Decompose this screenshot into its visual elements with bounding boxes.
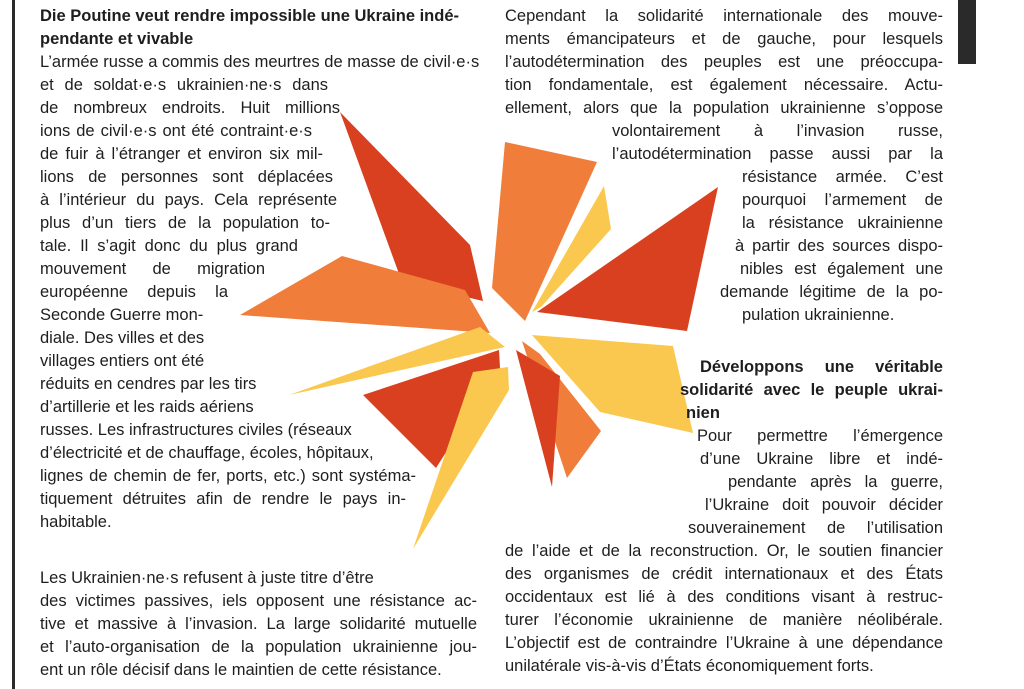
left-p1-line: villages entiers ont été — [40, 352, 205, 370]
right-p1-line: pulation ukrainienne. — [742, 306, 895, 324]
left-p1-line: d’électricité et de chauffage, écoles, hôpitaux, — [40, 444, 374, 462]
left-p2-line: tive et massive à l’invasion. La large solidarité mutuelle — [40, 615, 477, 633]
right-p2-line: Pour permettre l’émergence — [697, 427, 943, 445]
right-p2-line: d’une Ukraine libre et indé- — [700, 450, 943, 468]
left-heading-line-2: pendante et vivable — [40, 30, 194, 48]
right-p1-line: ments émancipateurs et de gauche, pour lesquels — [505, 30, 943, 48]
right-p1-line: résistance armée. C’est — [742, 168, 943, 186]
left-column-rule — [12, 0, 15, 689]
right-p2-line: L’objectif est de contraindre l’Ukraine à une dépendance — [505, 634, 943, 652]
left-p1-line: de nombreux endroits. Huit millions — [40, 99, 340, 117]
right-p1-line: ellement, alors que la population ukrainienne s’oppose — [505, 99, 943, 117]
right-p2-line: l’Ukraine doit pouvoir décider — [705, 496, 943, 514]
right-p2-line: souverainement de l’utilisation — [688, 519, 943, 537]
right-p2-line: des organismes de crédit internationaux et des États — [505, 565, 943, 583]
left-p1-line: européenne depuis la — [40, 283, 228, 301]
right-p1-line: la résistance ukrainienne — [742, 214, 943, 232]
right-p1-line: nibles est également une — [740, 260, 943, 278]
left-p1-line: à l’intérieur du pays. Cela représente — [40, 191, 337, 209]
right-p1-line: Cependant la solidarité internationale des mouve- — [505, 7, 943, 25]
left-p1-line: lignes de chemin de fer, ports, etc.) sont systéma- — [40, 467, 416, 485]
left-p1-line: russes. Les infrastructures civiles (réseaux — [40, 421, 352, 439]
left-p1-line: de fuir à l’étranger et environ six mil- — [40, 145, 323, 163]
right-heading-line-1: Développons une véritable — [700, 358, 943, 376]
left-p1-line: ions de civil·e·s ont été contraint·e·s — [40, 122, 312, 140]
right-heading-line-3: nien — [686, 404, 720, 422]
left-p2-line: et l’auto-organisation de la population ukrainienne jou- — [40, 638, 477, 656]
left-p1-line: réduits en cendres par les tirs — [40, 375, 257, 393]
right-p2-line: turer l’économie ukrainienne de manière néolibérale. — [505, 611, 943, 629]
right-p1-line: l’autodétermination passe aussi par la — [612, 145, 943, 163]
right-p1-line: pourquoi l’armement de — [742, 191, 943, 209]
right-p1-line: volontairement à l’invasion russe, — [612, 122, 943, 140]
left-p1-line: tiquement détruites afin de rendre le pays in- — [40, 490, 406, 508]
left-p1-line: habitable. — [40, 513, 112, 531]
right-p2-line: unilatérale vis-à-vis d’États économiquement forts. — [505, 657, 874, 675]
right-p1-line: tion fondamentale, est également nécessaire. Actu- — [505, 76, 943, 94]
right-p2-line: pendante après la guerre, — [728, 473, 943, 491]
right-p2-line: de l’aide et de la reconstruction. Or, le soutien financier — [505, 542, 943, 560]
right-p1-line: demande légitime de la po- — [720, 283, 943, 301]
left-p2-line: des victimes passives, iels opposent une résistance ac- — [40, 592, 477, 610]
left-p1-line: mouvement de migration — [40, 260, 265, 278]
right-p1-line: l’autodétermination des peuples est une préoccupa- — [505, 53, 943, 71]
left-p2-line: Les Ukrainien·ne·s refusent à juste titre d’être — [40, 569, 374, 587]
page-edge-bar — [958, 0, 976, 64]
left-p1-line: d’artillerie et les raids aériens — [40, 398, 254, 416]
right-p1-line: à partir des sources dispo- — [735, 237, 943, 255]
right-p2-line: occidentaux est lié à des conditions visant à restruc- — [505, 588, 943, 606]
shard-red-bottom — [516, 350, 560, 487]
left-p1-line: diale. Des villes et des — [40, 329, 205, 347]
right-heading-line-2: solidarité avec le peuple ukrai- — [680, 381, 943, 399]
left-p1-line: tale. Il s’agit donc du plus grand — [40, 237, 298, 255]
left-p1-line: et de soldat·e·s ukrainien·ne·s dans — [40, 76, 328, 94]
left-p2-line: ent un rôle décisif dans le maintien de cette résistance. — [40, 661, 442, 679]
left-p1-line: plus d’un tiers de la population to- — [40, 214, 330, 232]
left-p1-line: L’armée russe a commis des meurtres de masse de civil·e·s — [40, 53, 480, 71]
left-p1-line: lions de personnes sont déplacées — [40, 168, 333, 186]
left-p1-line: Seconde Guerre mon- — [40, 306, 204, 324]
left-heading-line-1: Die Poutine veut rendre impossible une Ukraine indé- — [40, 7, 460, 25]
